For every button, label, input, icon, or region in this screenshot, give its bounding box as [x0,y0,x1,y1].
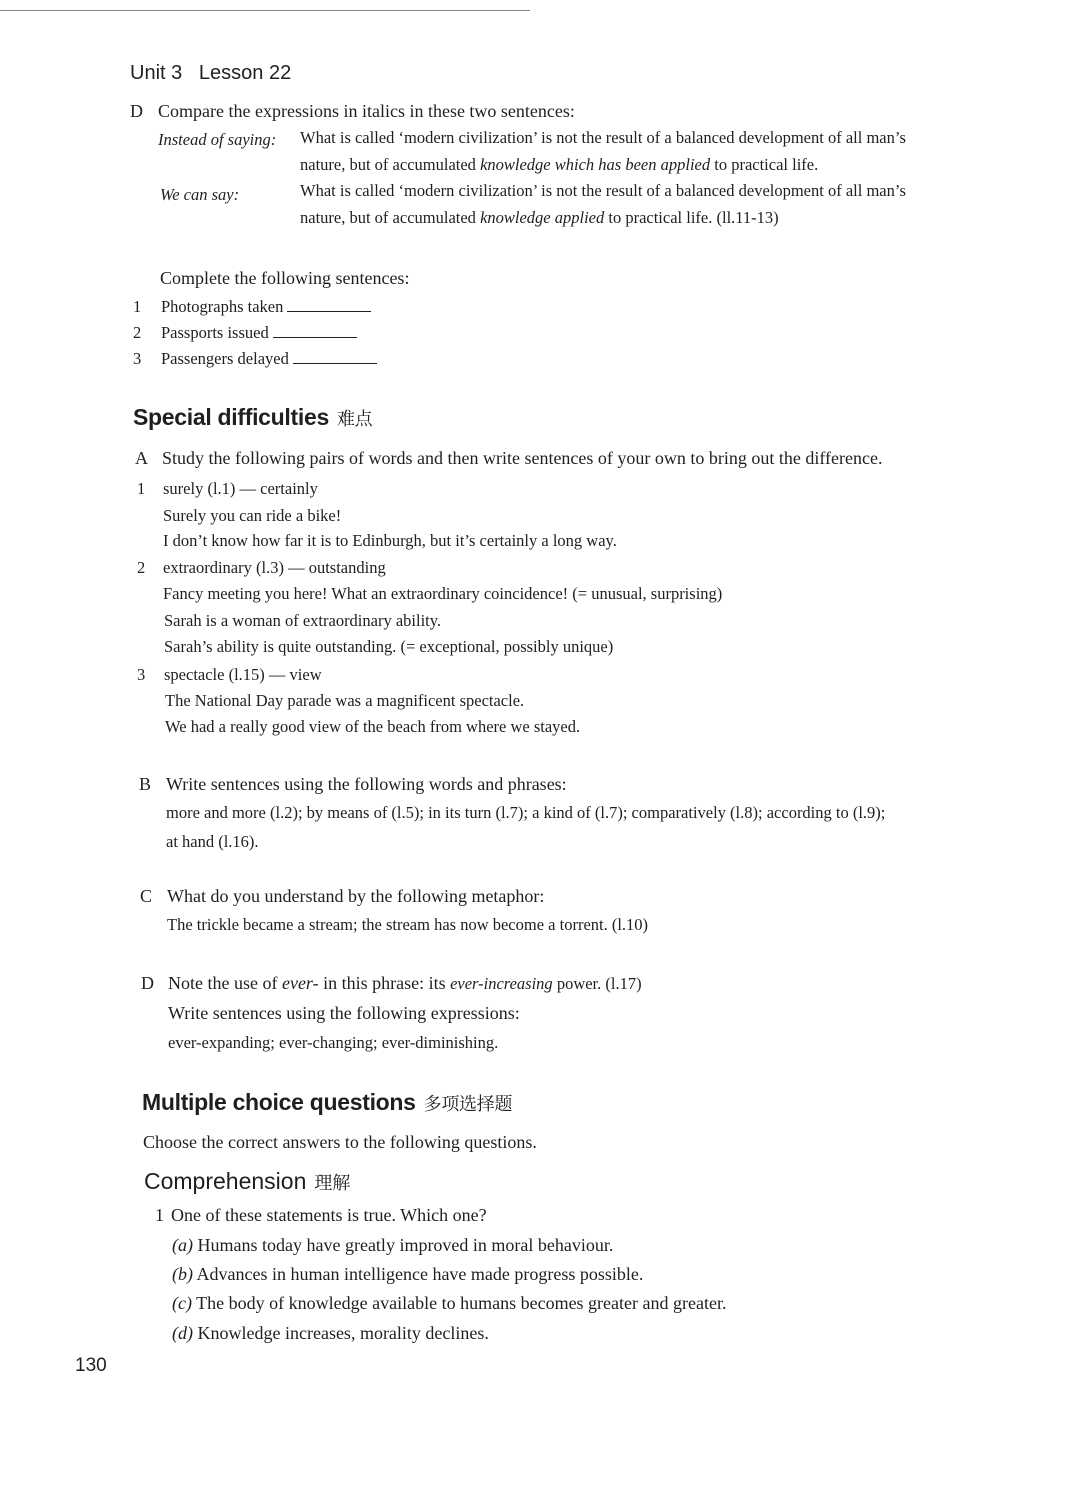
special-difficulties-heading: Special difficulties 难点 [133,404,373,430]
list-item: I don’t know how far it is to Edinburgh, but it’s certainly a long way. [163,531,617,550]
multiple-choice-heading: Multiple choice questions 多项选择题 [142,1089,513,1115]
list-item: Sarah is a woman of extraordinary ability. [164,611,442,630]
special-d-intro: D Note the use of ever- in this phrase: its ever-increasing power. (l.17) [141,973,642,993]
unit-lesson-header [130,62,291,85]
top-rule [0,10,530,11]
list-item: The National Day parade was a magnificent spectacle. [165,691,525,710]
lesson-label: Lesson 22 [198,62,292,84]
special-c-line: The trickle became a stream; the stream has now become a torrent. (l.10) [167,915,649,934]
complete-intro: Complete the following sentences: [160,268,410,288]
heading-chinese: 理解 [314,1173,351,1194]
instead-label: Instead of saying: [158,130,277,149]
question-1: 1 One of these statements is true. Which one? [155,1205,487,1225]
option-b[interactable]: (b) Advances in human intelligence have made progress possible. [172,1264,644,1284]
option-a[interactable]: (a) Humans today have greatly improved in moral behaviour. [172,1235,614,1255]
answer-blank[interactable] [287,310,371,312]
page-number: 130 [75,1355,107,1376]
unit-label: Unit 3 [130,62,183,84]
exercise-item: 2 Passports issued [133,323,357,343]
instead-line-1: What is called ‘modern civilization’ is not the result of a balanced development of all man’s [300,128,906,147]
section-letter: D [130,101,143,121]
can-say-label: We can say: [160,185,240,204]
list-item: 3 spectacle (l.15) — view [137,665,322,684]
mcq-intro: Choose the correct answers to the following questions. [143,1132,537,1152]
comprehension-heading: Comprehension 理解 [144,1168,351,1194]
exercise-item: 3 Passengers delayed [133,349,377,369]
list-item: Fancy meeting you here! What an extraordinary coincidence! (= unusual, surprising) [163,584,723,603]
section-d-intro: D Compare the expressions in italics in these two sentences: [130,101,575,121]
list-item: Surely you can ride a bike! [163,506,342,525]
special-b-line-1: more and more (l.2); by means of (l.5); in its turn (l.7); a kind of (l.7); comparatively (l.8); according to (l.9); [166,803,886,822]
answer-blank[interactable] [293,362,377,364]
answer-blank[interactable] [273,336,357,338]
special-b-intro: B Write sentences using the following words and phrases: [139,774,567,794]
list-item: Sarah’s ability is quite outstanding. (= exceptional, possibly unique) [164,637,614,656]
option-c[interactable]: (c) The body of knowledge available to humans becomes greater and greater. [172,1293,727,1313]
special-d-line-3: ever-expanding; ever-changing; ever-diminishing. [168,1033,499,1052]
instead-line-2: nature, but of accumulated knowledge which has been applied to practical life. [300,155,819,174]
special-b-line-2: at hand (l.16). [166,832,259,851]
can-say-line-1: What is called ‘modern civilization’ is not the result of a balanced development of all man’s [300,181,906,200]
exercise-item: 1 Photographs taken [133,297,371,317]
can-say-line-2: nature, but of accumulated knowledge applied to practical life. (ll.11-13) [300,208,779,227]
option-d[interactable]: (d) Knowledge increases, morality declines. [172,1323,489,1343]
heading-chinese: 多项选择题 [423,1094,513,1115]
special-a-intro: A Study the following pairs of words and then write sentences of your own to bring out the difference. [135,448,883,468]
special-c-intro: C What do you understand by the following metaphor: [140,886,545,906]
list-item: We had a really good view of the beach from where we stayed. [165,717,581,736]
list-item: 1 surely (l.1) — certainly [137,479,318,498]
heading-chinese: 难点 [336,409,373,430]
special-d-line-2: Write sentences using the following expressions: [168,1003,520,1023]
list-item: 2 extraordinary (l.3) — outstanding [137,558,386,577]
